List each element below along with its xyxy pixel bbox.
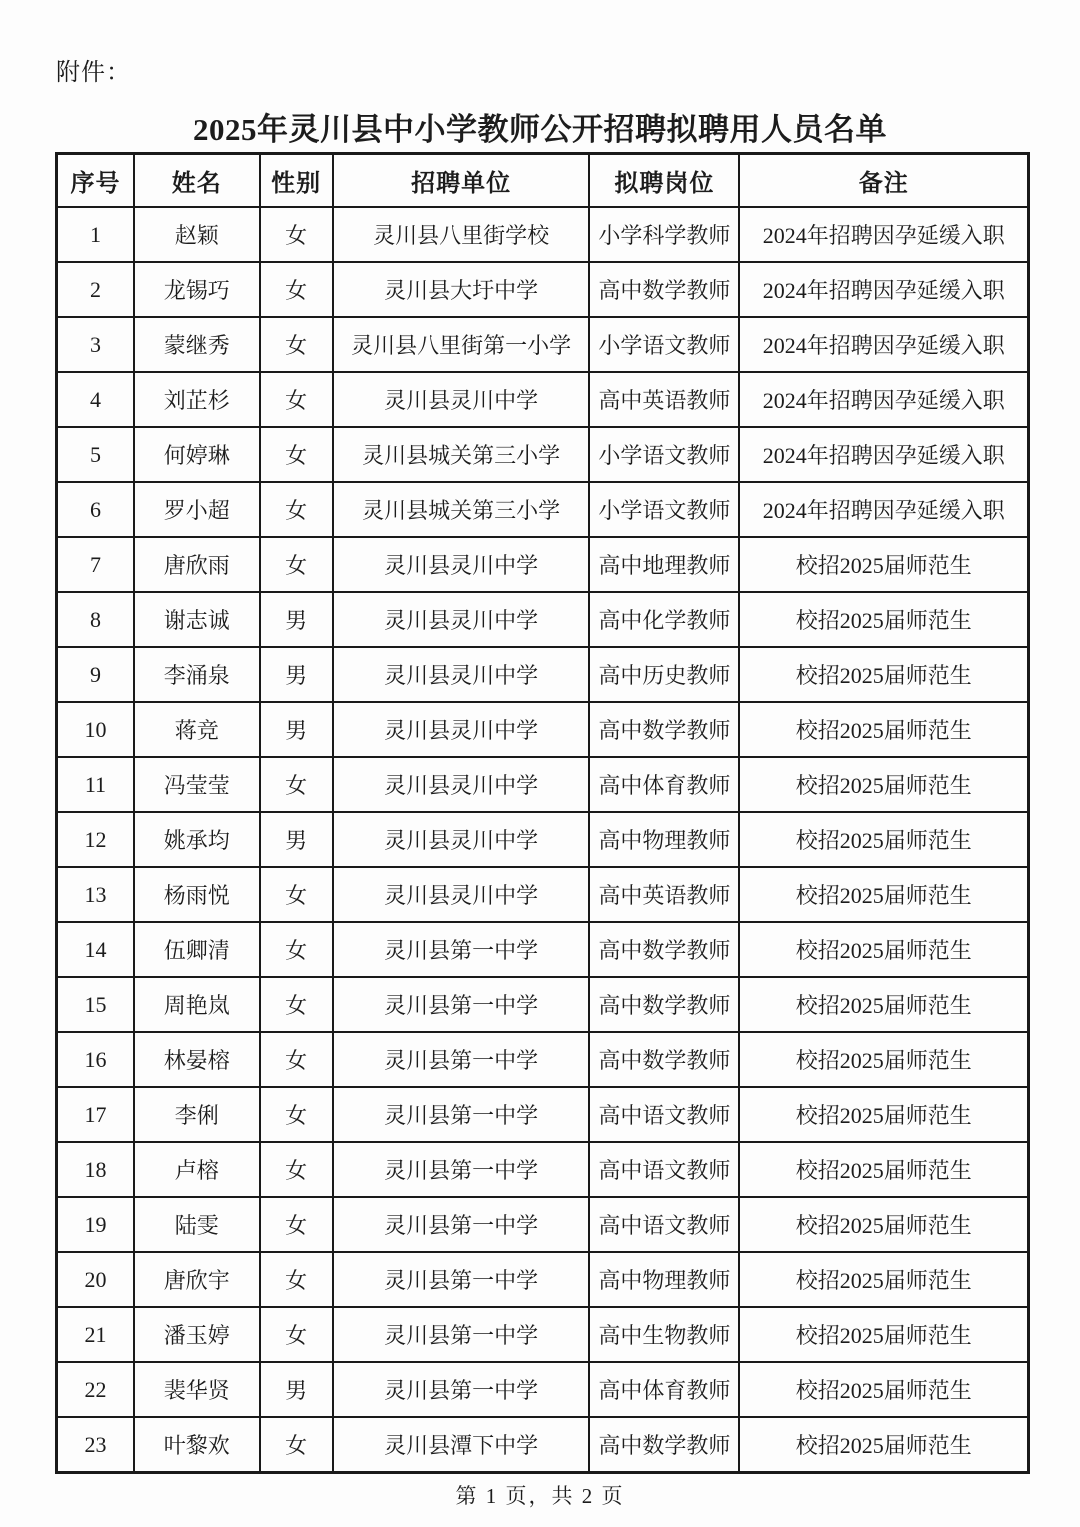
- table-row: [57, 867, 1029, 922]
- table-cell: 2024年招聘因孕延缓入职: [739, 427, 1028, 482]
- table-cell: 高中体育教师: [589, 757, 739, 812]
- table-cell: 姚承均: [134, 812, 260, 867]
- table-cell: 17: [57, 1087, 134, 1142]
- table-cell: 女: [260, 1197, 333, 1252]
- column-header: 性别: [260, 154, 333, 208]
- table-cell: 唐欣宇: [134, 1252, 260, 1307]
- table-cell: 女: [260, 867, 333, 922]
- table-cell: 男: [260, 812, 333, 867]
- table-cell: 校招2025届师范生: [739, 1032, 1028, 1087]
- table-cell: 小学语文教师: [589, 482, 739, 537]
- table-cell: 男: [260, 592, 333, 647]
- table-cell: 6: [57, 482, 134, 537]
- table-cell: 女: [260, 922, 333, 977]
- attachment-label: 附件：: [56, 60, 131, 86]
- column-header: 姓名: [134, 154, 260, 208]
- table-cell: 校招2025届师范生: [739, 977, 1028, 1032]
- table-cell: 蒋竞: [134, 702, 260, 757]
- table-cell: 女: [260, 1417, 333, 1473]
- table-row: [57, 317, 1029, 372]
- table-cell: 卢榕: [134, 1142, 260, 1197]
- table-cell: 高中数学教师: [589, 977, 739, 1032]
- table-cell: 高中英语教师: [589, 867, 739, 922]
- table-cell: 灵川县第一中学: [333, 1362, 590, 1417]
- table-cell: 9: [57, 647, 134, 702]
- table-cell: 灵川县第一中学: [333, 1087, 590, 1142]
- table-cell: 灵川县第一中学: [333, 922, 590, 977]
- column-header: 拟聘岗位: [589, 154, 739, 208]
- table-cell: 李涌泉: [134, 647, 260, 702]
- table-cell: 灵川县第一中学: [333, 1197, 590, 1252]
- table-cell: 2: [57, 262, 134, 317]
- table-cell: 高中英语教师: [589, 372, 739, 427]
- column-header: 序号: [57, 154, 134, 208]
- table-cell: 女: [260, 1307, 333, 1362]
- page-title: 2025年灵川县中小学教师公开招聘拟聘用人员名单: [193, 112, 887, 147]
- table-cell: 女: [260, 317, 333, 372]
- table-row: [57, 922, 1029, 977]
- table-cell: 校招2025届师范生: [739, 1252, 1028, 1307]
- table-cell: 龙锡巧: [134, 262, 260, 317]
- table-cell: 刘芷杉: [134, 372, 260, 427]
- table-cell: 校招2025届师范生: [739, 867, 1028, 922]
- table-cell: 灵川县灵川中学: [333, 757, 590, 812]
- table-cell: 谢志诚: [134, 592, 260, 647]
- table-cell: 高中化学教师: [589, 592, 739, 647]
- table-cell: 16: [57, 1032, 134, 1087]
- table-cell: 校招2025届师范生: [739, 1142, 1028, 1197]
- table-cell: 女: [260, 1142, 333, 1197]
- table-row: [57, 757, 1029, 812]
- table-row: [57, 1307, 1029, 1362]
- table-cell: 7: [57, 537, 134, 592]
- table-cell: 灵川县灵川中学: [333, 592, 590, 647]
- table-cell: 小学科学教师: [589, 207, 739, 262]
- table-row: [57, 1417, 1029, 1473]
- table-cell: 灵川县灵川中学: [333, 647, 590, 702]
- table-row: [57, 1032, 1029, 1087]
- personnel-roster-table: [55, 152, 1030, 1474]
- table-cell: 11: [57, 757, 134, 812]
- table-cell: 杨雨悦: [134, 867, 260, 922]
- table-cell: 校招2025届师范生: [739, 1362, 1028, 1417]
- table-row: [57, 1197, 1029, 1252]
- table-row: [57, 262, 1029, 317]
- table-cell: 高中语文教师: [589, 1087, 739, 1142]
- table-cell: 女: [260, 427, 333, 482]
- table-cell: 高中体育教师: [589, 1362, 739, 1417]
- table-cell: 男: [260, 1362, 333, 1417]
- table-cell: 1: [57, 207, 134, 262]
- table-cell: 2024年招聘因孕延缓入职: [739, 317, 1028, 372]
- table-cell: 罗小超: [134, 482, 260, 537]
- table-cell: 5: [57, 427, 134, 482]
- table-cell: 女: [260, 482, 333, 537]
- table-cell: 2024年招聘因孕延缓入职: [739, 262, 1028, 317]
- table-cell: 校招2025届师范生: [739, 757, 1028, 812]
- table-cell: 10: [57, 702, 134, 757]
- table-cell: 3: [57, 317, 134, 372]
- table-cell: 高中数学教师: [589, 922, 739, 977]
- table-cell: 女: [260, 372, 333, 427]
- table-cell: 林晏榕: [134, 1032, 260, 1087]
- table-cell: 8: [57, 592, 134, 647]
- column-header: 备注: [739, 154, 1028, 208]
- page-number-footer: 第 1 页，共 2 页: [455, 1484, 625, 1508]
- table-cell: 女: [260, 262, 333, 317]
- table-cell: 灵川县灵川中学: [333, 702, 590, 757]
- table-row: [57, 482, 1029, 537]
- table-cell: 18: [57, 1142, 134, 1197]
- table-cell: 灵川县八里街第一小学: [333, 317, 590, 372]
- table-cell: 女: [260, 1252, 333, 1307]
- table-cell: 19: [57, 1197, 134, 1252]
- table-row: [57, 207, 1029, 262]
- table-cell: 叶黎欢: [134, 1417, 260, 1473]
- table-cell: 高中语文教师: [589, 1197, 739, 1252]
- table-cell: 女: [260, 1032, 333, 1087]
- table-row: [57, 372, 1029, 427]
- table-cell: 4: [57, 372, 134, 427]
- table-cell: 灵川县灵川中学: [333, 867, 590, 922]
- table-cell: 20: [57, 1252, 134, 1307]
- table-cell: 潘玉婷: [134, 1307, 260, 1362]
- table-cell: 校招2025届师范生: [739, 647, 1028, 702]
- table-cell: 灵川县城关第三小学: [333, 427, 590, 482]
- table-cell: 校招2025届师范生: [739, 1307, 1028, 1362]
- table-cell: 灵川县第一中学: [333, 977, 590, 1032]
- table-row: [57, 647, 1029, 702]
- table-cell: 高中语文教师: [589, 1142, 739, 1197]
- table-cell: 周艳岚: [134, 977, 260, 1032]
- table-cell: 23: [57, 1417, 134, 1473]
- table-row: [57, 1252, 1029, 1307]
- table-row: [57, 1362, 1029, 1417]
- table-row: [57, 977, 1029, 1032]
- table-cell: 男: [260, 647, 333, 702]
- table-cell: 唐欣雨: [134, 537, 260, 592]
- table-cell: 伍卿清: [134, 922, 260, 977]
- table-cell: 22: [57, 1362, 134, 1417]
- table-cell: 21: [57, 1307, 134, 1362]
- table-cell: 灵川县八里街学校: [333, 207, 590, 262]
- table-cell: 高中数学教师: [589, 262, 739, 317]
- table-cell: 冯莹莹: [134, 757, 260, 812]
- table-cell: 校招2025届师范生: [739, 1417, 1028, 1473]
- table-cell: 高中历史教师: [589, 647, 739, 702]
- table-cell: 灵川县城关第三小学: [333, 482, 590, 537]
- table-cell: 高中数学教师: [589, 1032, 739, 1087]
- table-cell: 校招2025届师范生: [739, 922, 1028, 977]
- table-row: [57, 592, 1029, 647]
- table-row: [57, 812, 1029, 867]
- table-cell: 小学语文教师: [589, 427, 739, 482]
- table-row: [57, 1087, 1029, 1142]
- table-cell: 女: [260, 977, 333, 1032]
- table-cell: 小学语文教师: [589, 317, 739, 372]
- table-cell: 裴华贤: [134, 1362, 260, 1417]
- table-cell: 高中数学教师: [589, 702, 739, 757]
- table-cell: 女: [260, 757, 333, 812]
- table-cell: 蒙继秀: [134, 317, 260, 372]
- table-cell: 何婷琳: [134, 427, 260, 482]
- table-cell: 校招2025届师范生: [739, 1087, 1028, 1142]
- table-cell: 高中物理教师: [589, 1252, 739, 1307]
- table-cell: 高中地理教师: [589, 537, 739, 592]
- table-row: [57, 702, 1029, 757]
- table-cell: 女: [260, 537, 333, 592]
- table-cell: 灵川县潭下中学: [333, 1417, 590, 1473]
- table-header-row: [57, 154, 1029, 208]
- table-body: [57, 207, 1029, 1473]
- table-cell: 高中数学教师: [589, 1417, 739, 1473]
- table-cell: 灵川县灵川中学: [333, 812, 590, 867]
- table-cell: 校招2025届师范生: [739, 702, 1028, 757]
- table-cell: 校招2025届师范生: [739, 812, 1028, 867]
- table-cell: 女: [260, 207, 333, 262]
- table-cell: 2024年招聘因孕延缓入职: [739, 207, 1028, 262]
- table-row: [57, 427, 1029, 482]
- table-cell: 灵川县第一中学: [333, 1032, 590, 1087]
- table-cell: 灵川县大圩中学: [333, 262, 590, 317]
- table-cell: 14: [57, 922, 134, 977]
- table-cell: 灵川县灵川中学: [333, 537, 590, 592]
- table-cell: 灵川县第一中学: [333, 1307, 590, 1362]
- table-cell: 赵颖: [134, 207, 260, 262]
- table-cell: 2024年招聘因孕延缓入职: [739, 482, 1028, 537]
- table-cell: 高中物理教师: [589, 812, 739, 867]
- table-cell: 灵川县第一中学: [333, 1142, 590, 1197]
- table-cell: 灵川县灵川中学: [333, 372, 590, 427]
- table-cell: 校招2025届师范生: [739, 592, 1028, 647]
- table-cell: 15: [57, 977, 134, 1032]
- table-cell: 12: [57, 812, 134, 867]
- table-cell: 校招2025届师范生: [739, 537, 1028, 592]
- table-cell: 13: [57, 867, 134, 922]
- table-cell: 陆雯: [134, 1197, 260, 1252]
- table-head: [57, 154, 1029, 208]
- table-cell: 高中生物教师: [589, 1307, 739, 1362]
- table-cell: 校招2025届师范生: [739, 1197, 1028, 1252]
- column-header: 招聘单位: [333, 154, 590, 208]
- table-cell: 女: [260, 1087, 333, 1142]
- table-row: [57, 1142, 1029, 1197]
- table-cell: 男: [260, 702, 333, 757]
- table-row: [57, 537, 1029, 592]
- table-cell: 2024年招聘因孕延缓入职: [739, 372, 1028, 427]
- table-cell: 李俐: [134, 1087, 260, 1142]
- table-cell: 灵川县第一中学: [333, 1252, 590, 1307]
